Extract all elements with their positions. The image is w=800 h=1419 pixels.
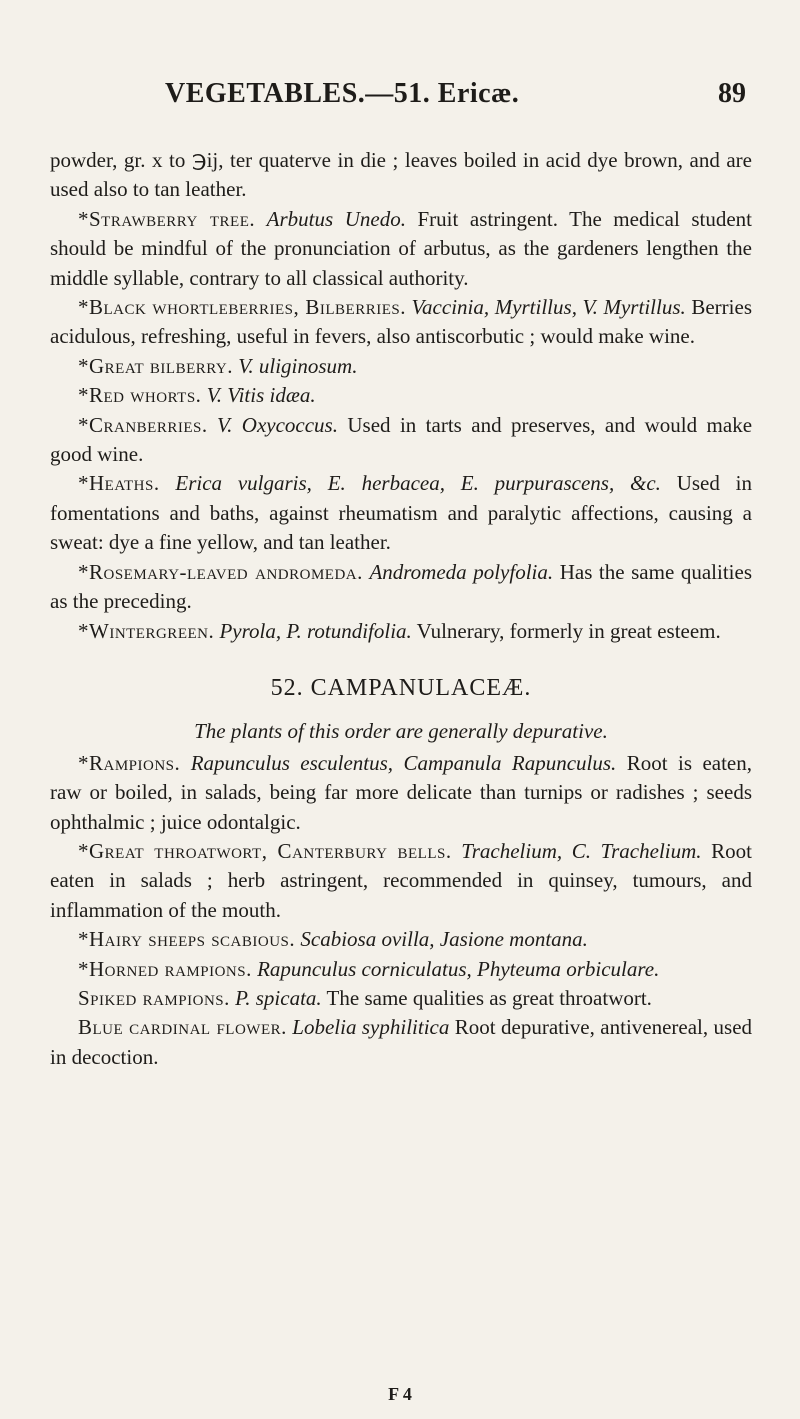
- paragraph: [50, 146, 752, 205]
- latin-name: Pyrola, P. rotundifolia.: [219, 618, 412, 643]
- entry-heaths: [50, 469, 752, 557]
- running-header: [0, 78, 800, 118]
- section-intro: The plants of this order are generally depurative.: [194, 719, 608, 744]
- plant-name: Spiked rampions.: [78, 985, 230, 1010]
- para-text: powder, gr. x to ℈ij, ter quaterve in die ; leaves boiled in acid dye brown, and are used also to tan leather.: [50, 148, 752, 202]
- plant-name: *Strawberry tree.: [78, 206, 256, 231]
- plant-name: *Wintergreen.: [78, 618, 215, 643]
- entry-text: The same qualities as great throatwort.: [326, 985, 652, 1010]
- latin-name: Arbutus Unedo.: [266, 206, 406, 231]
- entry-text: Root depurative, antivenereal, used in decoction.: [50, 1015, 753, 1069]
- entry-text: Vulnerary, formerly in great esteem.: [416, 618, 721, 643]
- plant-name: *Red whorts.: [78, 383, 202, 408]
- signature-mark: F 4: [388, 1384, 412, 1404]
- entry-text: Used in fomentations and baths, against rheumatism and paralytic affections, causing a sweat: dye a fine yellow, and tan leather.: [50, 471, 753, 555]
- entry-text: Has the same qualities as the preceding.: [50, 559, 752, 614]
- latin-name: V. Vitis idæa.: [206, 383, 316, 408]
- plant-name: *Black whortleberries, Bilberries.: [78, 295, 406, 320]
- latin-name: Andromeda polyfolia.: [369, 559, 554, 584]
- entry-strawberry-tree: [50, 205, 752, 293]
- plant-name: *Great bilberry.: [78, 353, 234, 378]
- entry-great-throatwort: [50, 837, 752, 925]
- entry-cranberries: [50, 411, 752, 470]
- entry-rosemary-andromeda: [50, 558, 752, 617]
- entry-black-whortleberries: [50, 293, 752, 352]
- latin-name: Erica vulgaris, E. herbacea, E. purpurascens, &c.: [175, 471, 661, 496]
- entry-horned-rampions: [50, 955, 752, 984]
- entry-text: Root is eaten, raw or boiled, in salads, being far more delicate than turnips or radishes ; seeds ophthalmic ; juice odontalgic.: [50, 750, 753, 834]
- plant-name: *Hairy sheeps scabious.: [78, 927, 296, 952]
- plant-name: *Horned rampions.: [78, 956, 252, 981]
- plant-name: Blue cardinal flower.: [78, 1015, 287, 1040]
- latin-name: Rapunculus corniculatus, Phyteuma orbiculare.: [257, 956, 660, 981]
- entry-hairy-sheeps-scabious: [50, 925, 752, 954]
- entry-blue-cardinal-flower: [50, 1013, 752, 1072]
- latin-name: Scabiosa ovilla, Jasione montana.: [300, 927, 588, 952]
- latin-name: P. spicata.: [235, 985, 322, 1010]
- entry-rampions: [50, 749, 752, 837]
- latin-name: V. uliginosum.: [238, 353, 358, 378]
- entry-great-bilberry: [50, 352, 752, 381]
- plant-name: *Rosemary-leaved andromeda.: [78, 559, 363, 584]
- latin-name: V. Oxycoccus.: [217, 412, 338, 437]
- entry-text: Root eaten in salads ; herb astringent, recommended in quinsey, tumours, and inflammation of the mouth.: [50, 838, 752, 922]
- latin-name: Trachelium, C. Trachelium.: [461, 838, 702, 863]
- entry-red-whorts: [50, 381, 752, 410]
- latin-name: Vaccinia, Myrtillus, V. Myrtillus.: [411, 295, 686, 320]
- plant-name: *Heaths.: [78, 471, 160, 496]
- entry-wintergreen: [50, 617, 752, 646]
- entry-text: Fruit astringent. The medical student should be mindful of the pronunciation of arbutus, as the gardeners lengthen the middle syllable, contrary to all classical authority.: [50, 206, 752, 290]
- body-text: [50, 146, 752, 1072]
- entry-text: Used in tarts and preserves, and would make good wine.: [50, 412, 753, 467]
- latin-name: Rapunculus esculentus, Campanula Rapunculus.: [190, 750, 617, 775]
- header-title: VEGETABLES.—51. Ericæ.: [165, 78, 520, 109]
- plant-name: *Rampions.: [78, 750, 181, 775]
- page-number: 89: [718, 78, 746, 109]
- entry-spiked-rampions: [50, 984, 752, 1013]
- entry-text: Berries acidulous, refreshing, useful in fevers, also antiscorbutic ; would make wine.: [50, 295, 752, 349]
- latin-name: Lobelia syphilitica: [292, 1015, 450, 1040]
- section-heading: 52. CAMPANULACEÆ.: [270, 674, 532, 701]
- plant-name: *Cranberries.: [78, 412, 208, 437]
- plant-name: *Great throatwort, Canterbury bells.: [78, 838, 452, 863]
